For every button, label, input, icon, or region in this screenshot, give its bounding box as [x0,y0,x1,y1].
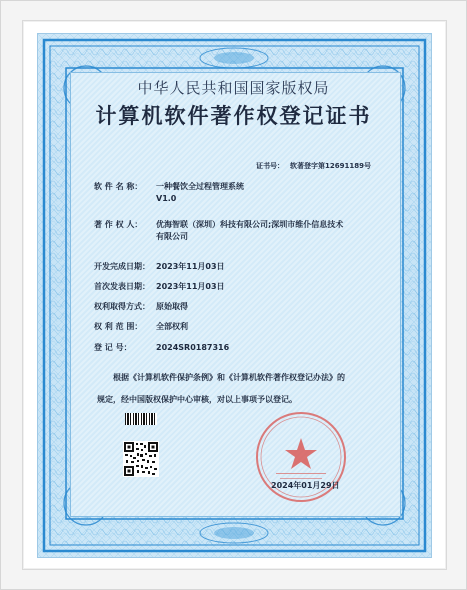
qr-code [123,441,159,477]
field-label: 权 利 范 围： [94,322,143,331]
field-rights-scope [94,321,394,333]
field-value: 2024SR0187316 [156,343,230,352]
field-label: 登 记 号： [94,343,132,352]
field-value-cont: 有限公司 [156,232,188,241]
field-label: 软 件 名 称： [94,182,143,191]
statement-line-2: 规定，经中国版权保护中心审核，对以上事项予以登记。 [97,395,297,404]
certificate-number-label: 证书号： [256,162,285,170]
field-value: 全部权利 [156,322,188,331]
barcode [125,413,157,425]
field-value-version: V1.0 [156,194,177,203]
field-label: 开发完成日期： [94,262,150,271]
field-value: 2023年11月03日 [156,282,225,291]
field-value: 原始取得 [156,302,188,311]
certificate-title: 计算机软件著作权登记证书 [95,103,372,128]
field-label: 权利取得方式： [94,302,150,311]
statement-line-1: 根据《计算机软件保护条例》和《计算机软件著作权登记办法》的 [113,373,345,382]
field-software-name [94,181,394,205]
field-copyright-owner [94,219,394,243]
field-value: 一种餐饮全过程管理系统 [156,182,244,191]
field-value: 优海智联（深圳）科技有限公司;深圳市维仆信息技术 [156,220,344,229]
field-label: 著 作 权 人： [94,220,143,229]
issue-date: 2024年01月29日 [271,481,340,490]
registration-statement [97,367,379,411]
field-registration-number [94,342,394,354]
issuer-heading: 中华人民共和国国家版权局 [137,79,330,97]
certificate-number [256,161,371,171]
certificate-number-value: 软著登字第12691189号 [290,162,371,170]
field-acquisition-method [94,301,394,313]
field-publication-date [94,281,394,293]
field-completion-date [94,261,394,273]
seal-star-icon [285,438,317,469]
field-label: 首次发表日期： [94,282,150,291]
field-value: 2023年11月03日 [156,262,225,271]
inner-panel [70,72,401,517]
